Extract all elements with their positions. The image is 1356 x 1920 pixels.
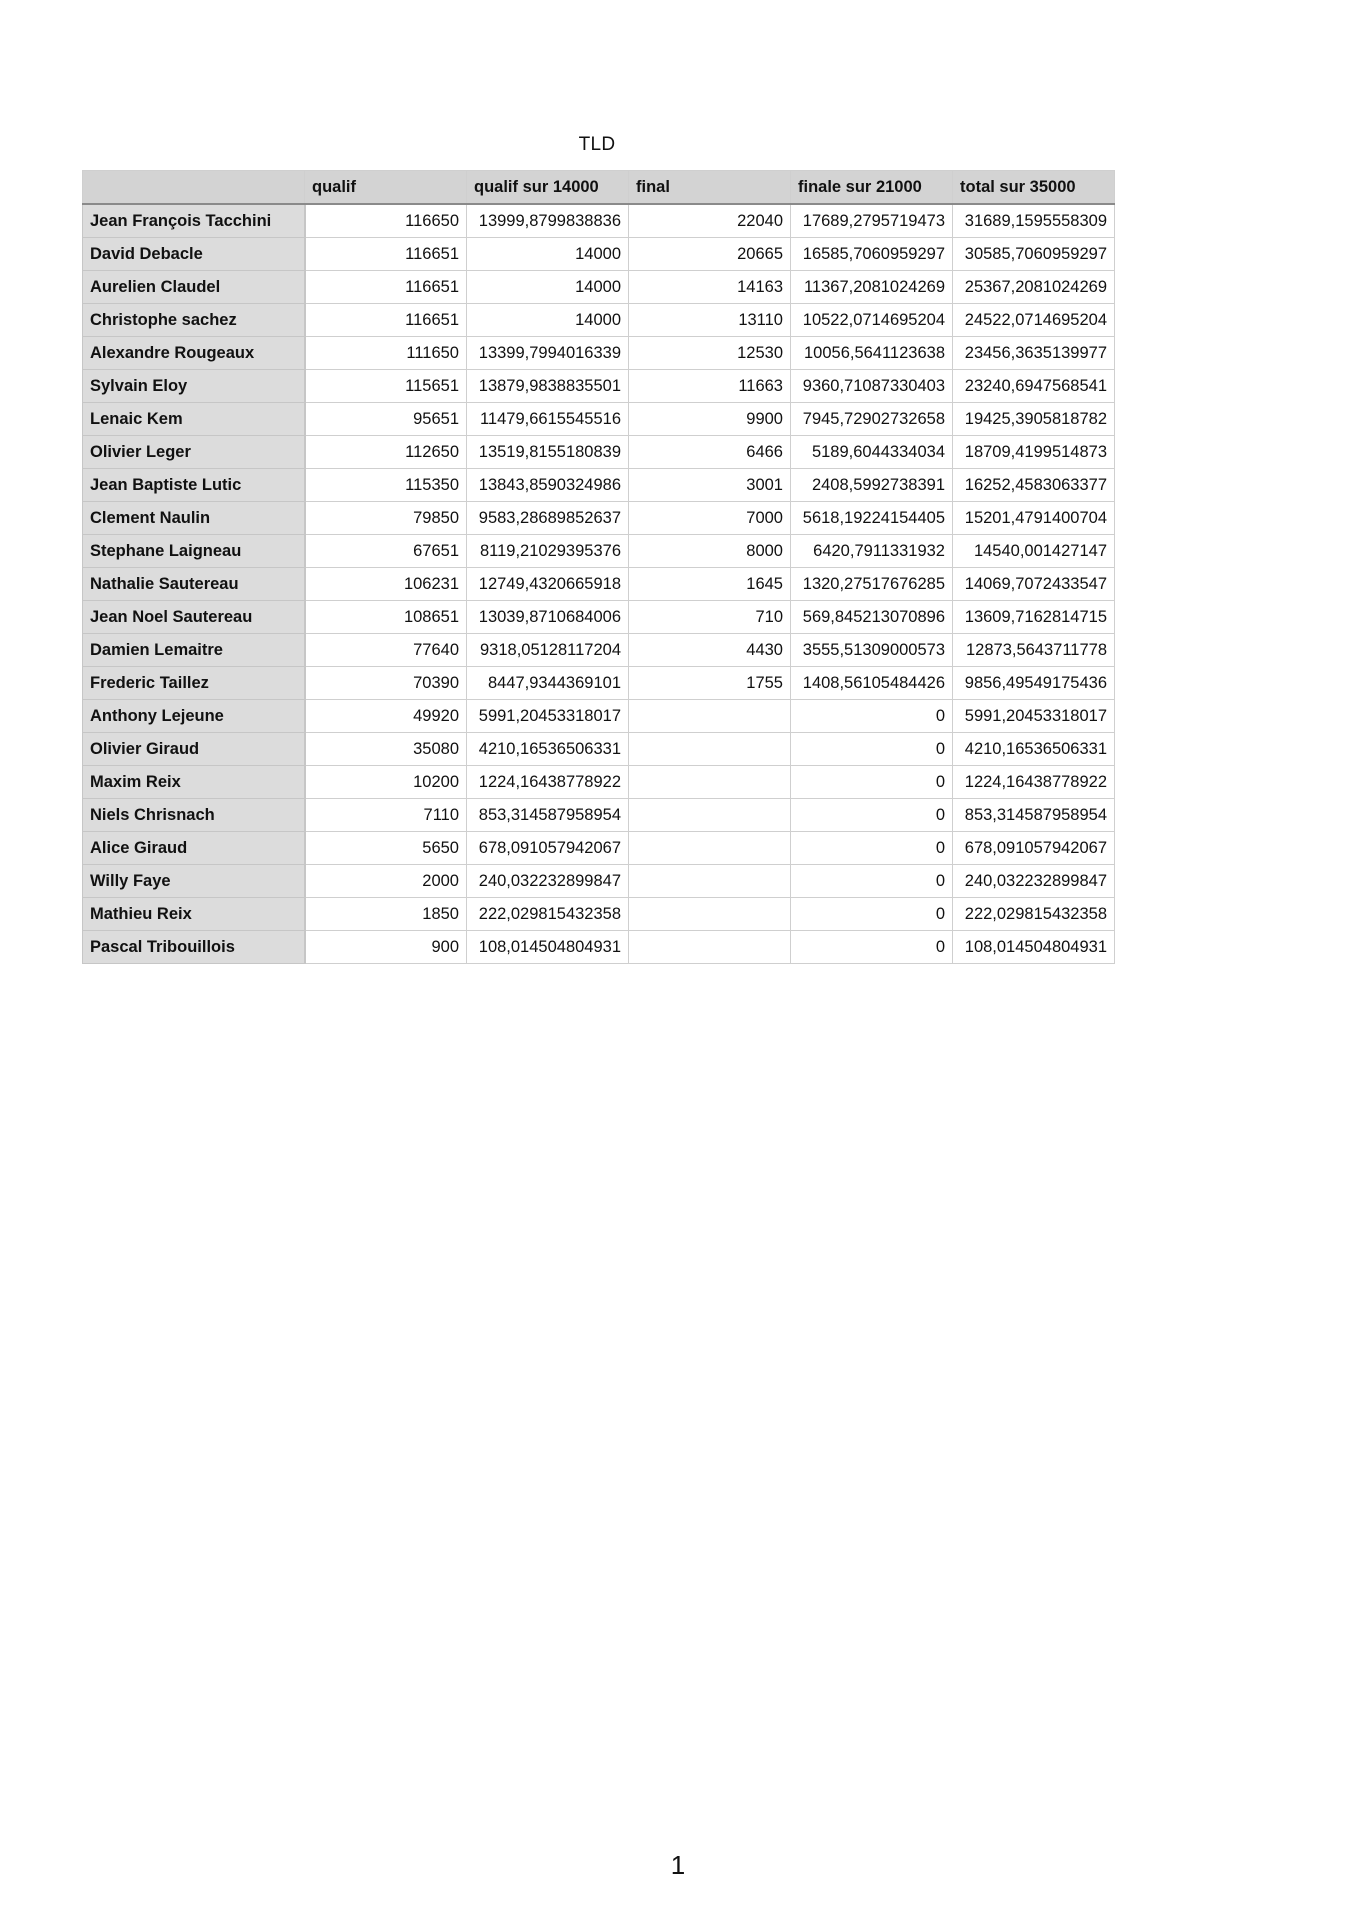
finale-sur-21000-cell: 10056,5641123638 bbox=[791, 337, 953, 370]
final-cell bbox=[629, 766, 791, 799]
final-cell: 3001 bbox=[629, 469, 791, 502]
total-sur-35000-cell: 108,014504804931 bbox=[953, 931, 1115, 964]
column-header-total-sur-35000: total sur 35000 bbox=[953, 171, 1115, 205]
total-sur-35000-cell: 1224,16438778922 bbox=[953, 766, 1115, 799]
final-cell: 4430 bbox=[629, 634, 791, 667]
row-name-cell: Jean François Tacchini bbox=[83, 204, 305, 238]
qualif-sur-14000-cell: 222,029815432358 bbox=[467, 898, 629, 931]
table-row bbox=[83, 799, 1115, 832]
finale-sur-21000-cell: 0 bbox=[791, 931, 953, 964]
finale-sur-21000-cell: 0 bbox=[791, 799, 953, 832]
table-row bbox=[83, 766, 1115, 799]
final-cell: 22040 bbox=[629, 204, 791, 238]
finale-sur-21000-cell: 0 bbox=[791, 898, 953, 931]
row-name-cell: Sylvain Eloy bbox=[83, 370, 305, 403]
qualif-cell: 111650 bbox=[305, 337, 467, 370]
table-row bbox=[83, 469, 1115, 502]
finale-sur-21000-cell: 10522,0714695204 bbox=[791, 304, 953, 337]
total-sur-35000-cell: 222,029815432358 bbox=[953, 898, 1115, 931]
finale-sur-21000-cell: 7945,72902732658 bbox=[791, 403, 953, 436]
qualif-sur-14000-cell: 5991,20453318017 bbox=[467, 700, 629, 733]
table-row bbox=[83, 204, 1115, 238]
qualif-sur-14000-cell: 13519,8155180839 bbox=[467, 436, 629, 469]
finale-sur-21000-cell: 0 bbox=[791, 733, 953, 766]
total-sur-35000-cell: 4210,16536506331 bbox=[953, 733, 1115, 766]
finale-sur-21000-cell: 5189,6044334034 bbox=[791, 436, 953, 469]
row-name-cell: Jean Baptiste Lutic bbox=[83, 469, 305, 502]
total-sur-35000-cell: 16252,4583063377 bbox=[953, 469, 1115, 502]
table-row bbox=[83, 733, 1115, 766]
finale-sur-21000-cell: 0 bbox=[791, 832, 953, 865]
header-row bbox=[83, 171, 1115, 205]
qualif-cell: 106231 bbox=[305, 568, 467, 601]
total-sur-35000-cell: 19425,3905818782 bbox=[953, 403, 1115, 436]
finale-sur-21000-cell: 0 bbox=[791, 766, 953, 799]
total-sur-35000-cell: 30585,7060959297 bbox=[953, 238, 1115, 271]
table-row bbox=[83, 535, 1115, 568]
finale-sur-21000-cell: 16585,7060959297 bbox=[791, 238, 953, 271]
qualif-sur-14000-cell: 9583,28689852637 bbox=[467, 502, 629, 535]
qualif-cell: 35080 bbox=[305, 733, 467, 766]
table-row bbox=[83, 865, 1115, 898]
qualif-cell: 115651 bbox=[305, 370, 467, 403]
qualif-sur-14000-cell: 11479,6615545516 bbox=[467, 403, 629, 436]
qualif-cell: 116651 bbox=[305, 304, 467, 337]
row-name-cell: Alice Giraud bbox=[83, 832, 305, 865]
qualif-sur-14000-cell: 14000 bbox=[467, 271, 629, 304]
row-name-cell: Maxim Reix bbox=[83, 766, 305, 799]
finale-sur-21000-cell: 3555,51309000573 bbox=[791, 634, 953, 667]
final-cell bbox=[629, 799, 791, 832]
table-row bbox=[83, 337, 1115, 370]
qualif-cell: 95651 bbox=[305, 403, 467, 436]
qualif-sur-14000-cell: 14000 bbox=[467, 304, 629, 337]
table-row bbox=[83, 898, 1115, 931]
column-header-name bbox=[83, 171, 305, 205]
qualif-sur-14000-cell: 9318,05128117204 bbox=[467, 634, 629, 667]
table-row bbox=[83, 832, 1115, 865]
table-row bbox=[83, 601, 1115, 634]
final-cell: 14163 bbox=[629, 271, 791, 304]
row-name-cell: Olivier Giraud bbox=[83, 733, 305, 766]
row-name-cell: Alexandre Rougeaux bbox=[83, 337, 305, 370]
final-cell: 6466 bbox=[629, 436, 791, 469]
page-number: 1 bbox=[670, 1850, 686, 1880]
final-cell: 12530 bbox=[629, 337, 791, 370]
sheet-title: TLD bbox=[578, 134, 616, 155]
qualif-sur-14000-cell: 13879,9838835501 bbox=[467, 370, 629, 403]
qualif-cell: 10200 bbox=[305, 766, 467, 799]
table-row bbox=[83, 436, 1115, 469]
qualif-cell: 5650 bbox=[305, 832, 467, 865]
table-row bbox=[83, 634, 1115, 667]
column-header-qualif-sur-14000: qualif sur 14000 bbox=[467, 171, 629, 205]
final-cell: 7000 bbox=[629, 502, 791, 535]
row-name-cell: Aurelien Claudel bbox=[83, 271, 305, 304]
row-name-cell: Jean Noel Sautereau bbox=[83, 601, 305, 634]
column-header-final: final bbox=[629, 171, 791, 205]
total-sur-35000-cell: 240,032232899847 bbox=[953, 865, 1115, 898]
total-sur-35000-cell: 12873,5643711778 bbox=[953, 634, 1115, 667]
qualif-cell: 900 bbox=[305, 931, 467, 964]
finale-sur-21000-cell: 11367,2081024269 bbox=[791, 271, 953, 304]
row-name-cell: Clement Naulin bbox=[83, 502, 305, 535]
qualif-cell: 108651 bbox=[305, 601, 467, 634]
finale-sur-21000-cell: 0 bbox=[791, 865, 953, 898]
qualif-cell: 67651 bbox=[305, 535, 467, 568]
total-sur-35000-cell: 5991,20453318017 bbox=[953, 700, 1115, 733]
qualif-cell: 79850 bbox=[305, 502, 467, 535]
qualif-sur-14000-cell: 1224,16438778922 bbox=[467, 766, 629, 799]
row-name-cell: Damien Lemaitre bbox=[83, 634, 305, 667]
final-cell bbox=[629, 931, 791, 964]
qualif-sur-14000-cell: 14000 bbox=[467, 238, 629, 271]
total-sur-35000-cell: 13609,7162814715 bbox=[953, 601, 1115, 634]
final-cell bbox=[629, 865, 791, 898]
table-row bbox=[83, 238, 1115, 271]
qualif-sur-14000-cell: 8447,9344369101 bbox=[467, 667, 629, 700]
qualif-sur-14000-cell: 240,032232899847 bbox=[467, 865, 629, 898]
finale-sur-21000-cell: 5618,19224154405 bbox=[791, 502, 953, 535]
table-row bbox=[83, 931, 1115, 964]
results-table bbox=[82, 170, 1115, 964]
qualif-sur-14000-cell: 4210,16536506331 bbox=[467, 733, 629, 766]
qualif-cell: 112650 bbox=[305, 436, 467, 469]
table-row bbox=[83, 568, 1115, 601]
final-cell bbox=[629, 898, 791, 931]
row-name-cell: Frederic Taillez bbox=[83, 667, 305, 700]
final-cell: 1645 bbox=[629, 568, 791, 601]
final-cell: 9900 bbox=[629, 403, 791, 436]
finale-sur-21000-cell: 9360,71087330403 bbox=[791, 370, 953, 403]
table-row bbox=[83, 370, 1115, 403]
row-name-cell: Olivier Leger bbox=[83, 436, 305, 469]
row-name-cell: Mathieu Reix bbox=[83, 898, 305, 931]
total-sur-35000-cell: 23240,6947568541 bbox=[953, 370, 1115, 403]
row-name-cell: Pascal Tribouillois bbox=[83, 931, 305, 964]
table-row bbox=[83, 667, 1115, 700]
final-cell bbox=[629, 733, 791, 766]
table-row bbox=[83, 502, 1115, 535]
qualif-sur-14000-cell: 108,014504804931 bbox=[467, 931, 629, 964]
total-sur-35000-cell: 31689,1595558309 bbox=[953, 204, 1115, 238]
qualif-sur-14000-cell: 8119,21029395376 bbox=[467, 535, 629, 568]
row-name-cell: Willy Faye bbox=[83, 865, 305, 898]
total-sur-35000-cell: 25367,2081024269 bbox=[953, 271, 1115, 304]
qualif-cell: 2000 bbox=[305, 865, 467, 898]
qualif-cell: 116651 bbox=[305, 238, 467, 271]
qualif-cell: 49920 bbox=[305, 700, 467, 733]
total-sur-35000-cell: 18709,4199514873 bbox=[953, 436, 1115, 469]
qualif-cell: 115350 bbox=[305, 469, 467, 502]
row-name-cell: Stephane Laigneau bbox=[83, 535, 305, 568]
final-cell bbox=[629, 832, 791, 865]
final-cell: 11663 bbox=[629, 370, 791, 403]
qualif-cell: 116651 bbox=[305, 271, 467, 304]
qualif-cell: 70390 bbox=[305, 667, 467, 700]
finale-sur-21000-cell: 17689,2795719473 bbox=[791, 204, 953, 238]
row-name-cell: Anthony Lejeune bbox=[83, 700, 305, 733]
final-cell: 8000 bbox=[629, 535, 791, 568]
total-sur-35000-cell: 9856,49549175436 bbox=[953, 667, 1115, 700]
qualif-sur-14000-cell: 853,314587958954 bbox=[467, 799, 629, 832]
qualif-sur-14000-cell: 13039,8710684006 bbox=[467, 601, 629, 634]
table-row bbox=[83, 271, 1115, 304]
row-name-cell: Niels Chrisnach bbox=[83, 799, 305, 832]
finale-sur-21000-cell: 2408,5992738391 bbox=[791, 469, 953, 502]
final-cell: 13110 bbox=[629, 304, 791, 337]
table-row bbox=[83, 403, 1115, 436]
total-sur-35000-cell: 24522,0714695204 bbox=[953, 304, 1115, 337]
qualif-cell: 1850 bbox=[305, 898, 467, 931]
row-name-cell: Lenaic Kem bbox=[83, 403, 305, 436]
finale-sur-21000-cell: 569,845213070896 bbox=[791, 601, 953, 634]
total-sur-35000-cell: 15201,4791400704 bbox=[953, 502, 1115, 535]
finale-sur-21000-cell: 1408,56105484426 bbox=[791, 667, 953, 700]
qualif-sur-14000-cell: 13843,8590324986 bbox=[467, 469, 629, 502]
finale-sur-21000-cell: 6420,7911331932 bbox=[791, 535, 953, 568]
total-sur-35000-cell: 23456,3635139977 bbox=[953, 337, 1115, 370]
table-row bbox=[83, 304, 1115, 337]
table-row bbox=[83, 700, 1115, 733]
qualif-sur-14000-cell: 12749,4320665918 bbox=[467, 568, 629, 601]
total-sur-35000-cell: 853,314587958954 bbox=[953, 799, 1115, 832]
total-sur-35000-cell: 14069,7072433547 bbox=[953, 568, 1115, 601]
qualif-sur-14000-cell: 678,091057942067 bbox=[467, 832, 629, 865]
final-cell: 710 bbox=[629, 601, 791, 634]
qualif-sur-14000-cell: 13999,8799838836 bbox=[467, 204, 629, 238]
row-name-cell: Christophe sachez bbox=[83, 304, 305, 337]
total-sur-35000-cell: 14540,001427147 bbox=[953, 535, 1115, 568]
final-cell: 20665 bbox=[629, 238, 791, 271]
row-name-cell: David Debacle bbox=[83, 238, 305, 271]
qualif-sur-14000-cell: 13399,7994016339 bbox=[467, 337, 629, 370]
finale-sur-21000-cell: 1320,27517676285 bbox=[791, 568, 953, 601]
final-cell: 1755 bbox=[629, 667, 791, 700]
qualif-cell: 7110 bbox=[305, 799, 467, 832]
qualif-cell: 77640 bbox=[305, 634, 467, 667]
row-name-cell: Nathalie Sautereau bbox=[83, 568, 305, 601]
column-header-qualif: qualif bbox=[305, 171, 467, 205]
qualif-cell: 116650 bbox=[305, 204, 467, 238]
finale-sur-21000-cell: 0 bbox=[791, 700, 953, 733]
table-body bbox=[83, 204, 1115, 964]
total-sur-35000-cell: 678,091057942067 bbox=[953, 832, 1115, 865]
column-header-finale-sur-21000: finale sur 21000 bbox=[791, 171, 953, 205]
final-cell bbox=[629, 700, 791, 733]
